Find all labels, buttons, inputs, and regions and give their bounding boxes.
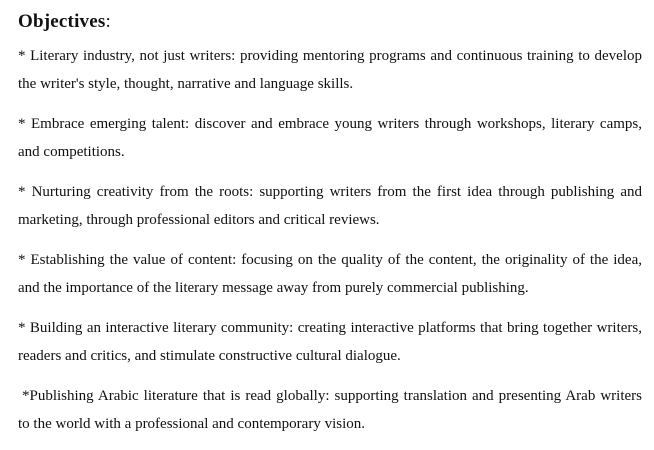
heading-colon: : <box>105 11 111 32</box>
objective-item-emerging-talent: * Embrace emerging talent: discover and embrace young writers through workshops, literary camps, and competitions. <box>18 116 642 160</box>
objective-item-literary-industry: * Literary industry, not just writers: providing mentoring programs and continuous training to develop the writer's style, thought, narrative and language skills. <box>18 48 642 92</box>
objective-item-literary-community: * Building an interactive literary community: creating interactive platforms that bring together writers, readers and critics, and stimulate constructive cultural dialogue. <box>18 320 642 364</box>
objective-item-arabic-literature: *Publishing Arabic literature that is read globally: supporting translation and presenting Arab writers to the world with a professional and contemporary vision. <box>18 388 642 432</box>
objective-item-value-of-content: * Establishing the value of content: focusing on the quality of the content, the originality of the idea, and the importance of the literary message away from purely commercial publishing. <box>18 252 642 296</box>
heading-text: Objectives <box>18 11 106 32</box>
document-body <box>18 10 642 450</box>
objective-item-nurturing-creativity: * Nurturing creativity from the roots: supporting writers from the first idea through publishing and marketing, through professional editors and critical reviews. <box>18 184 642 228</box>
objectives-heading <box>18 10 642 34</box>
